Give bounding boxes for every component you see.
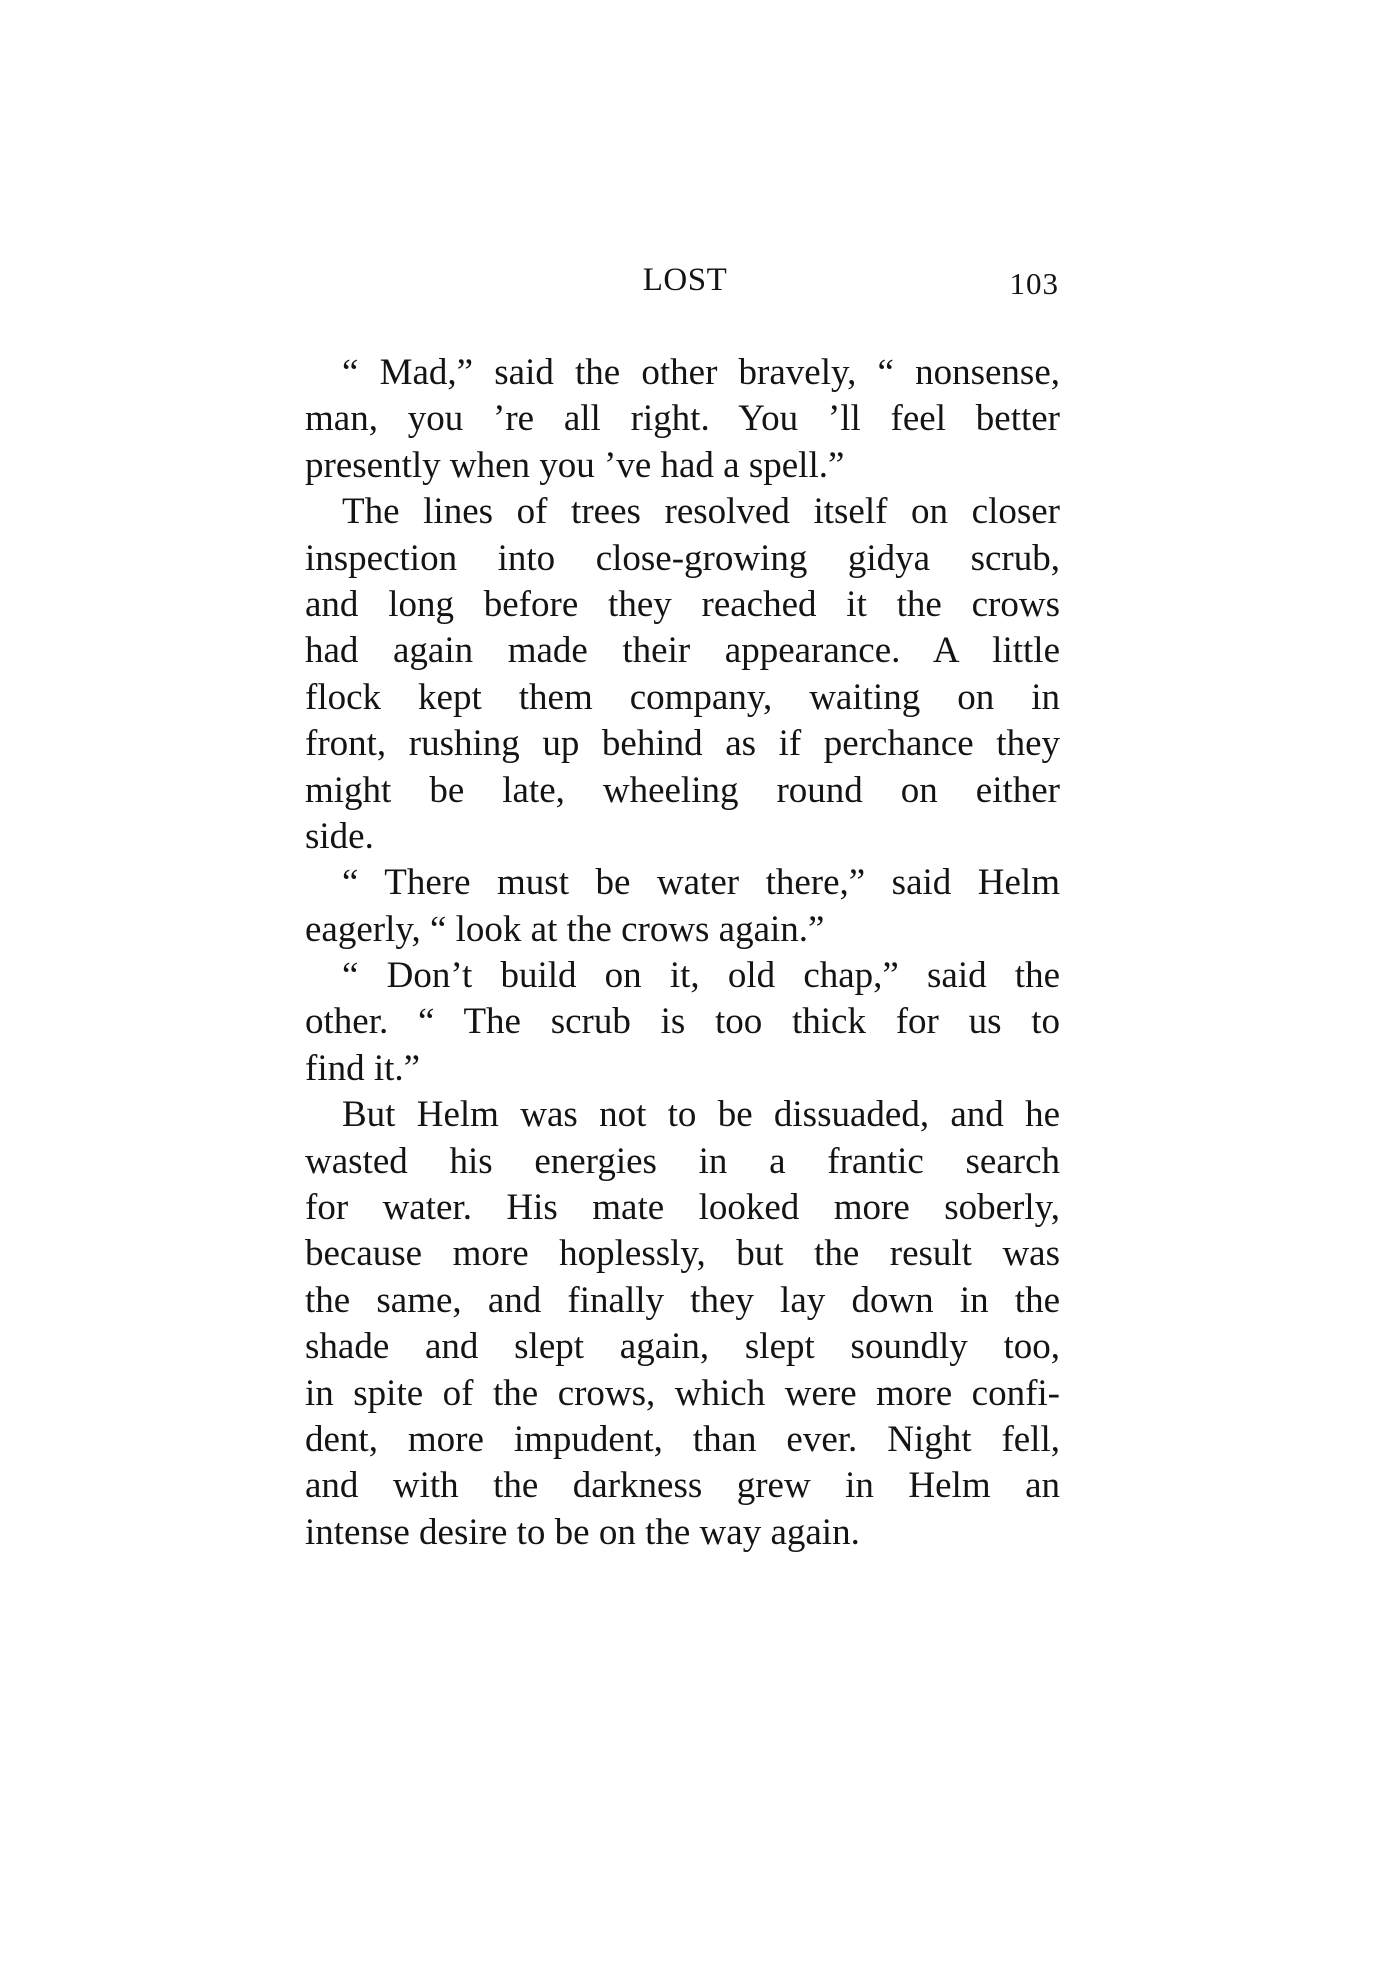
text-line: shade and slept again, slept soundly too,: [305, 1326, 1060, 1368]
text-line: But Helm was not to be dissuaded, and he: [342, 1094, 1060, 1136]
text-line: front, rushing up behind as if perchance they: [305, 723, 1060, 765]
text-line: and long before they reached it the crows: [305, 583, 1060, 625]
text-line: because more hoplessly, but the result was: [305, 1233, 1060, 1275]
paragraph-4: [305, 953, 1060, 1092]
text-line: in spite of the crows, which were more confi-: [305, 1372, 1060, 1414]
text-line: find it.”: [305, 1047, 421, 1089]
text-line: wasted his energies in a frantic search: [305, 1140, 1060, 1182]
text-line: other. “ The scrub is too thick for us to: [305, 1001, 1060, 1043]
paragraph-1: [305, 350, 1060, 489]
text-line: flock kept them company, waiting on in: [305, 676, 1060, 718]
running-title: LOST: [642, 262, 728, 298]
text-line: intense desire to be on the way again.: [305, 1511, 860, 1553]
text-line: “ There must be water there,” said Helm: [342, 862, 1060, 904]
text-line: man, you ’re all right. You ’ll feel better: [305, 398, 1060, 440]
text-line: eagerly, “ look at the crows again.”: [305, 908, 825, 950]
text-line: inspection into close-growing gidya scrub,: [305, 537, 1060, 579]
text-line: had again made their appearance. A little: [305, 630, 1060, 672]
running-head: [305, 262, 1065, 322]
paragraph-3: [305, 860, 1060, 953]
text-line: might be late, wheeling round on either: [305, 769, 1060, 811]
text-line: dent, more impudent, than ever. Night fell,: [305, 1418, 1060, 1460]
text-line: the same, and finally they lay down in the: [305, 1279, 1060, 1321]
page-number: 103: [1009, 266, 1059, 301]
body-text: [305, 350, 1060, 1556]
text-line: presently when you ’ve had a spell.”: [305, 444, 845, 486]
text-line: “ Don’t build on it, old chap,” said the: [342, 955, 1060, 997]
paragraph-5: [305, 1092, 1060, 1556]
text-line: for water. His mate looked more soberly,: [305, 1187, 1060, 1229]
paragraph-2: [305, 489, 1060, 860]
text-line: side.: [305, 815, 374, 857]
text-line: The lines of trees resolved itself on closer: [342, 491, 1060, 533]
text-line: and with the darkness grew in Helm an: [305, 1465, 1060, 1507]
text-line: “ Mad,” said the other bravely, “ nonsense,: [342, 352, 1060, 393]
